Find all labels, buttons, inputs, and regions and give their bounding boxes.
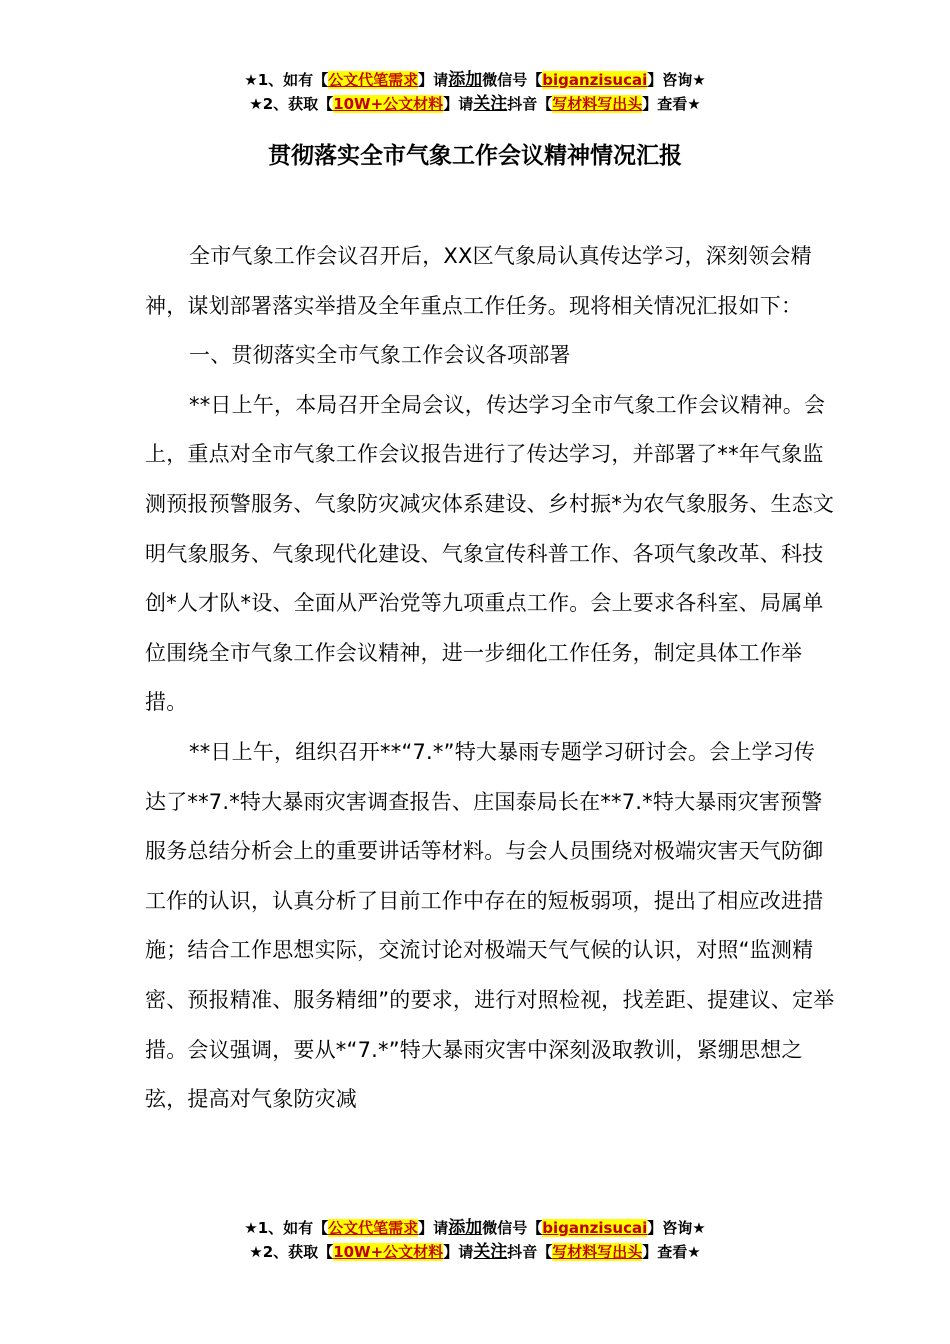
promo-text: ★1、如有【 bbox=[244, 1219, 329, 1237]
promo-text: 】查看★ bbox=[642, 95, 701, 113]
promo-text: 】咨询★ bbox=[647, 71, 706, 89]
promo-line-2 bbox=[0, 92, 950, 116]
promo-highlight: 公文代笔需求 bbox=[328, 1219, 419, 1237]
wechat-id-highlight: biganzisucai bbox=[542, 1219, 648, 1237]
promo-text: 抖音【 bbox=[507, 95, 553, 113]
section-heading: 一、贯彻落实全市气象工作会议各项部署 bbox=[189, 343, 571, 368]
wechat-id-highlight: biganzisucai bbox=[542, 71, 648, 89]
promo-highlight: 10W+公文材料 bbox=[333, 1243, 444, 1261]
promo-line-1 bbox=[0, 1216, 950, 1240]
promo-text: 】请 bbox=[418, 71, 449, 89]
promo-text: 】请 bbox=[443, 95, 474, 113]
promo-text: ★1、如有【 bbox=[244, 71, 329, 89]
promo-text: 】请 bbox=[418, 1219, 449, 1237]
paragraph: **日上午，本局召开全局会议，传达学习全市气象工作会议精神。会上，重点对全市气象工作会议报告进行了传达学习，并部署了**年气象监测预报预警服务、气象防灾减灾体系建设、乡村振*为农气象服务、生态文明气象服务、气象现代化建设、气象宣传科普工作、各项气象改革、科技创*人才队*设、全面从严治党等九项重点工作。会上要求各科室、局属单位围绕全市气象工作会议精神，进一步细化工作任务，制定具体工作举措。 bbox=[145, 392, 835, 715]
promo-banner-bottom bbox=[0, 1216, 950, 1264]
promo-emphasis: 关注 bbox=[473, 94, 508, 114]
promo-text: ★2、获取【 bbox=[249, 95, 334, 113]
promo-line-2 bbox=[0, 1240, 950, 1264]
document-body bbox=[145, 232, 835, 1125]
paragraph: **日上午，组织召开**“7.*”特大暴雨专题学习研讨会。会上学习传达了**7.*特大暴雨灾害调查报告、庄国泰局长在**7.*特大暴雨灾害预警服务总结分析会上的重要讲话等材料。与会人员围绕对极端灾害天气防御工作的认识，认真分析了目前工作中存在的短板弱项，提出了相应改进措施；结合工作思想实际，交流讨论对极端天气气候的认识，对照“监测精密、预报精准、服务精细”的要求，进行对照检视，找差距、提建议、定举措。会议强调，要从*“7.*”特大暴雨灾害中深刻汲取教训，紧绷思想之弦，提高对气象防灾减 bbox=[145, 739, 835, 1112]
promo-text: ★2、获取【 bbox=[249, 1243, 334, 1261]
promo-text: 】请 bbox=[443, 1243, 474, 1261]
douyin-id-highlight: 写材料写出头 bbox=[552, 1243, 643, 1261]
paragraph: 全市气象工作会议召开后，XX区气象局认真传达学习，深刻领会精神，谋划部署落实举措及全年重点工作任务。现将相关情况汇报如下： bbox=[145, 244, 812, 318]
promo-highlight: 10W+公文材料 bbox=[333, 95, 444, 113]
promo-text: 微信号【 bbox=[482, 1219, 543, 1237]
document-title: 贯彻落实全市气象工作会议精神情况汇报 bbox=[268, 143, 682, 169]
douyin-id-highlight: 写材料写出头 bbox=[552, 95, 643, 113]
promo-line-1 bbox=[0, 68, 950, 92]
promo-text: 微信号【 bbox=[482, 71, 543, 89]
promo-text: 】查看★ bbox=[642, 1243, 701, 1261]
promo-emphasis: 关注 bbox=[473, 1242, 508, 1262]
promo-text: 抖音【 bbox=[507, 1243, 553, 1261]
promo-banner-top bbox=[0, 68, 950, 116]
promo-text: 】咨询★ bbox=[647, 1219, 706, 1237]
promo-highlight: 公文代笔需求 bbox=[328, 71, 419, 89]
promo-emphasis: 添加 bbox=[448, 1218, 483, 1238]
promo-emphasis: 添加 bbox=[448, 70, 483, 90]
